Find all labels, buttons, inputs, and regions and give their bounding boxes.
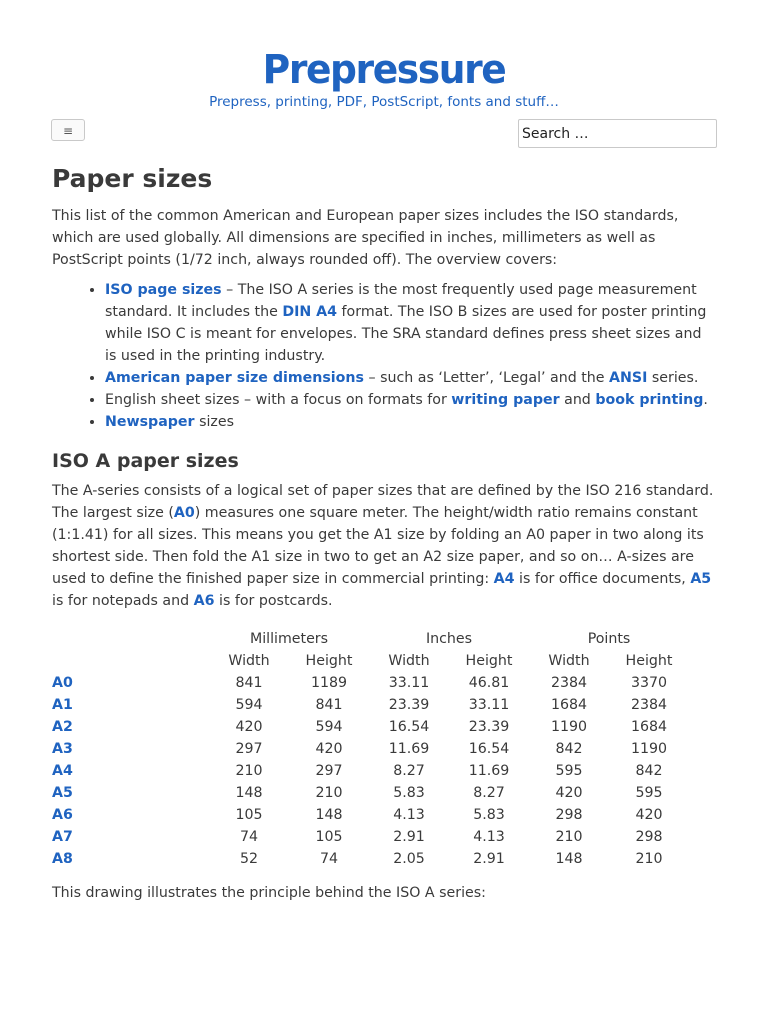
table-row — [52, 848, 689, 870]
table-cell: 74 — [319, 851, 339, 867]
book-printing-link[interactable]: book printing — [595, 392, 704, 408]
a6-link[interactable]: A6 — [193, 593, 215, 609]
ansi-link[interactable]: ANSI — [609, 370, 648, 386]
section-heading: ISO A paper sizes — [52, 450, 239, 472]
table-cell: 2.05 — [393, 851, 425, 867]
table-row — [52, 760, 689, 782]
size-link[interactable]: A3 — [52, 741, 73, 757]
paragraph-text: is for postcards. — [214, 593, 333, 609]
iso-a-sizes-table — [52, 628, 689, 870]
column-header: Height — [625, 653, 673, 669]
size-name-cell — [52, 826, 209, 848]
table-cell: 841 — [235, 675, 263, 691]
site-tagline: Prepress, printing, PDF, PostScript, fonts and stuff… — [209, 94, 559, 110]
table-cell: 298 — [635, 829, 663, 845]
table-cell: 420 — [555, 785, 583, 801]
table-cell: 33.11 — [388, 675, 430, 691]
size-link[interactable]: A4 — [52, 763, 73, 779]
table-row — [52, 782, 689, 804]
table-cell: 5.83 — [473, 807, 505, 823]
table-cell: 2.91 — [473, 851, 505, 867]
list-item — [105, 411, 716, 433]
size-name-cell — [52, 716, 209, 738]
table-row — [52, 826, 689, 848]
section-paragraph — [52, 480, 716, 612]
table-cell: 148 — [315, 807, 343, 823]
site-title-logo[interactable]: Prepressure — [262, 47, 506, 93]
size-name-cell — [52, 848, 209, 870]
menu-toggle-button[interactable]: ≡ — [51, 119, 85, 141]
paragraph-text: is for office documents, — [514, 571, 691, 587]
table-cell: 105 — [235, 807, 263, 823]
column-header: Height — [305, 653, 353, 669]
table-cell: 52 — [239, 851, 259, 867]
column-header: Height — [465, 653, 513, 669]
list-item-text: and — [559, 392, 596, 408]
table-cell: 11.69 — [388, 741, 430, 757]
table-row — [52, 694, 689, 716]
column-group-header: Points — [587, 631, 631, 647]
table-corner-cell — [52, 628, 209, 650]
list-item-text: – such as ‘Letter’, ‘Legal’ and the — [363, 370, 610, 386]
list-item — [105, 367, 716, 389]
table-cell: 595 — [555, 763, 583, 779]
a0-link[interactable]: A0 — [173, 505, 195, 521]
table-cell: 4.13 — [393, 807, 425, 823]
writing-paper-link[interactable]: writing paper — [451, 392, 560, 408]
table-cell: 33.11 — [468, 697, 510, 713]
table-cell: 210 — [555, 829, 583, 845]
size-link[interactable]: A6 — [52, 807, 73, 823]
table-cell: 210 — [235, 763, 263, 779]
a5-link[interactable]: A5 — [690, 571, 712, 587]
size-name-cell — [52, 760, 209, 782]
table-cell: 1684 — [630, 719, 668, 735]
table-cell: 11.69 — [468, 763, 510, 779]
overview-list — [52, 279, 716, 433]
size-name-cell — [52, 672, 209, 694]
table-corner-cell — [52, 650, 209, 672]
list-item-text: English sheet sizes – with a focus on formats for — [105, 392, 452, 408]
iso-page-sizes-link[interactable]: ISO page sizes — [105, 282, 222, 298]
table-cell: 1684 — [550, 697, 588, 713]
table-cell: 842 — [555, 741, 583, 757]
table-cell: 46.81 — [468, 675, 510, 691]
page-title: Paper sizes — [52, 164, 213, 193]
article-content — [52, 161, 716, 904]
table-cell: 74 — [239, 829, 259, 845]
paragraph-text: ) measures one square meter. The height/width ratio remains constant (1:1.41) for all sizes. This means you get the A1 size by folding an A0 paper in two along its shortest side. Then fold the A1 size in two to get an A2 size paper, and so on… A-sizes are used to define the finished paper size in commercial printing: — [52, 505, 704, 587]
table-cell: 8.27 — [473, 785, 505, 801]
table-cell: 1190 — [630, 741, 668, 757]
list-item-text: series. — [647, 370, 699, 386]
table-group-header-row — [52, 628, 689, 650]
table-cell: 841 — [315, 697, 343, 713]
table-cell: 148 — [235, 785, 263, 801]
list-item — [105, 389, 716, 411]
column-group-header: Inches — [425, 631, 473, 647]
table-cell: 2384 — [630, 697, 668, 713]
table-row — [52, 716, 689, 738]
size-link[interactable]: A7 — [52, 829, 73, 845]
table-cell: 210 — [315, 785, 343, 801]
table-row — [52, 804, 689, 826]
size-name-cell — [52, 738, 209, 760]
size-link[interactable]: A8 — [52, 851, 73, 867]
table-cell: 23.39 — [468, 719, 510, 735]
table-cell: 595 — [635, 785, 663, 801]
list-item-text: – The ISO A series is the most frequently used page measurement standard. It includes the — [105, 282, 697, 320]
column-header: Width — [228, 653, 270, 669]
size-name-cell — [52, 782, 209, 804]
a4-link[interactable]: A4 — [493, 571, 515, 587]
list-item-text: format. The ISO B sizes are used for poster printing while ISO C is meant for envelopes. The SRA standard defines press sheet sizes and is used in the printing industry. — [105, 304, 707, 364]
table-subheader-row — [52, 650, 689, 672]
list-item-text: . — [703, 392, 708, 408]
size-link[interactable]: A1 — [52, 697, 73, 713]
column-group-header: Millimeters — [249, 631, 329, 647]
table-cell: 5.83 — [393, 785, 425, 801]
intro-paragraph: This list of the common American and European paper sizes includes the ISO standards, which are used globally. All dimensions are specified in inches, millimeters as well as PostScript points (1/72 inch, always rounded off). The overview covers: — [52, 208, 679, 268]
size-link[interactable]: A0 — [52, 675, 73, 691]
paragraph-text: The A-series consists of a logical set of paper sizes that are defined by the ISO 216 standard. The largest size ( — [52, 483, 714, 521]
table-cell: 297 — [315, 763, 343, 779]
table-cell: 1189 — [310, 675, 348, 691]
table-cell: 297 — [235, 741, 263, 757]
list-item-text: sizes — [194, 414, 234, 430]
table-cell: 23.39 — [388, 697, 430, 713]
table-cell: 2384 — [550, 675, 588, 691]
column-header: Width — [548, 653, 590, 669]
list-item — [105, 279, 716, 367]
column-header: Width — [388, 653, 430, 669]
table-cell: 8.27 — [393, 763, 425, 779]
size-link[interactable]: A5 — [52, 785, 73, 801]
table-cell: 4.13 — [473, 829, 505, 845]
table-cell: 3370 — [630, 675, 668, 691]
table-cell: 1190 — [550, 719, 588, 735]
table-cell: 842 — [635, 763, 663, 779]
size-link[interactable]: A2 — [52, 719, 73, 735]
table-cell: 16.54 — [468, 741, 510, 757]
table-cell: 594 — [235, 697, 263, 713]
size-name-cell — [52, 804, 209, 826]
paragraph-text: is for notepads and — [52, 593, 194, 609]
table-cell: 16.54 — [388, 719, 430, 735]
table-row — [52, 738, 689, 760]
american-paper-sizes-link[interactable]: American paper size dimensions — [105, 370, 364, 386]
size-name-cell — [52, 694, 209, 716]
table-cell: 594 — [315, 719, 343, 735]
table-row — [52, 672, 689, 694]
table-body — [52, 672, 689, 870]
table-cell: 2.91 — [393, 829, 425, 845]
din-a4-link[interactable]: DIN A4 — [282, 304, 338, 320]
table-cell: 420 — [235, 719, 263, 735]
newspaper-link[interactable]: Newspaper — [105, 414, 195, 430]
table-cell: 298 — [555, 807, 583, 823]
search-input[interactable] — [518, 119, 717, 148]
table-cell: 148 — [555, 851, 583, 867]
table-cell: 105 — [315, 829, 343, 845]
table-cell: 210 — [635, 851, 663, 867]
table-cell: 420 — [635, 807, 663, 823]
closing-paragraph: This drawing illustrates the principle behind the ISO A series: — [52, 885, 486, 901]
table-cell: 420 — [315, 741, 343, 757]
